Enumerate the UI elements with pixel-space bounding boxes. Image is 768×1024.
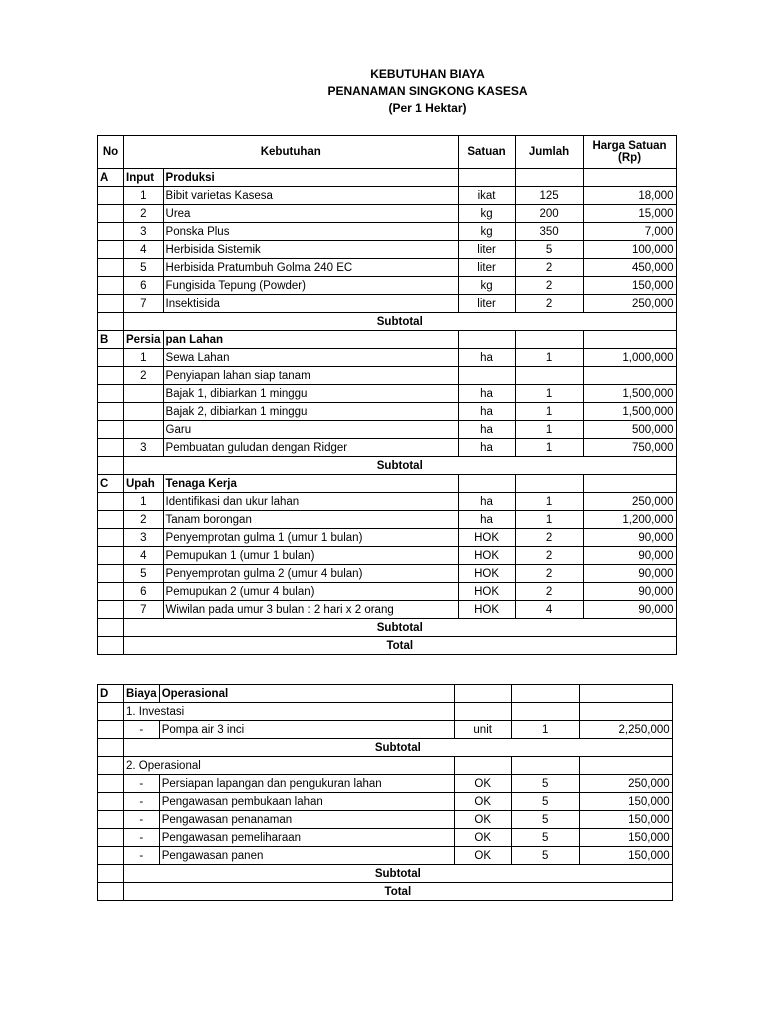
item-name: Penyiapan lahan siap tanam (163, 367, 458, 385)
item-no: 6 (124, 583, 164, 601)
subtotal-row (98, 739, 673, 757)
item-harga: 2,250,000 (579, 721, 672, 739)
item-harga: 1,200,000 (583, 511, 676, 529)
item-jumlah: 1 (515, 349, 583, 367)
item-no: - (124, 793, 160, 811)
item-satuan: unit (454, 721, 511, 739)
subsection-title: 2. Operasional (124, 757, 455, 775)
table-row (98, 565, 677, 583)
item-jumlah: 1 (515, 421, 583, 439)
section-title-part2: Produksi (163, 169, 458, 187)
item-name: Pemupukan 1 (umur 1 bulan) (163, 547, 458, 565)
item-satuan: kg (458, 205, 515, 223)
empty-cell (454, 703, 511, 721)
item-harga: 150,000 (579, 811, 672, 829)
table-row (98, 529, 677, 547)
item-satuan: OK (454, 793, 511, 811)
item-satuan: HOK (458, 583, 515, 601)
empty-cell (98, 739, 124, 757)
table-row (98, 205, 677, 223)
item-no: 5 (124, 259, 164, 277)
item-name: Pompa air 3 inci (159, 721, 454, 739)
item-harga: 150,000 (583, 277, 676, 295)
section-title-part1: Persia (124, 331, 164, 349)
item-jumlah: 1 (515, 493, 583, 511)
item-harga: 150,000 (579, 847, 672, 865)
empty-cell (98, 757, 124, 775)
empty-cell (579, 757, 672, 775)
table-header-row (98, 136, 677, 169)
item-name: Bajak 2, dibiarkan 1 minggu (163, 403, 458, 421)
item-no: 6 (124, 277, 164, 295)
table-row (98, 583, 677, 601)
table-row (98, 775, 673, 793)
item-harga: 7,000 (583, 223, 676, 241)
item-harga: 150,000 (579, 829, 672, 847)
item-jumlah: 1 (515, 385, 583, 403)
empty-cell (511, 757, 579, 775)
item-no (124, 421, 164, 439)
item-jumlah: 2 (515, 583, 583, 601)
table-row (98, 277, 677, 295)
item-name: Herbisida Sistemik (163, 241, 458, 259)
empty-cell (98, 367, 124, 385)
section-title-part2: pan Lahan (163, 331, 458, 349)
empty-cell (98, 637, 124, 655)
table-row (98, 811, 673, 829)
empty-cell (458, 169, 515, 187)
empty-cell (98, 295, 124, 313)
section-title-part2: Operasional (159, 685, 454, 703)
empty-cell (579, 685, 672, 703)
item-satuan: liter (458, 295, 515, 313)
empty-cell (98, 457, 124, 475)
empty-cell (98, 775, 124, 793)
empty-cell (98, 241, 124, 259)
total-row (98, 883, 673, 901)
item-satuan: ha (458, 493, 515, 511)
table-row (98, 223, 677, 241)
item-jumlah: 5 (515, 241, 583, 259)
item-satuan: ha (458, 439, 515, 457)
item-no: 2 (124, 205, 164, 223)
table-row (98, 187, 677, 205)
item-no: 3 (124, 439, 164, 457)
empty-cell (98, 313, 124, 331)
header-harga (583, 136, 676, 169)
item-jumlah: 2 (515, 277, 583, 295)
item-harga: 90,000 (583, 601, 676, 619)
item-harga: 90,000 (583, 529, 676, 547)
item-no (124, 403, 164, 421)
subsection-title-row (98, 757, 673, 775)
item-harga: 250,000 (583, 493, 676, 511)
item-harga: 1,000,000 (583, 349, 676, 367)
item-name: Penyemprotan gulma 1 (umur 1 bulan) (163, 529, 458, 547)
header-kebutuhan: Kebutuhan (124, 136, 459, 169)
section-header-row (98, 475, 677, 493)
empty-cell (98, 793, 124, 811)
item-jumlah: 1 (515, 511, 583, 529)
item-satuan: liter (458, 241, 515, 259)
table-row (98, 349, 677, 367)
table-row (98, 829, 673, 847)
item-jumlah: 2 (515, 295, 583, 313)
empty-cell (511, 685, 579, 703)
item-satuan: HOK (458, 601, 515, 619)
section-letter: B (98, 331, 124, 349)
table-row (98, 439, 677, 457)
empty-cell (98, 529, 124, 547)
header-harga-line2: (Rp) (618, 152, 642, 164)
item-no: 2 (124, 367, 164, 385)
empty-cell (98, 547, 124, 565)
empty-cell (458, 331, 515, 349)
item-name: Persiapan lapangan dan pengukuran lahan (159, 775, 454, 793)
table-row (98, 847, 673, 865)
subtotal-row (98, 865, 673, 883)
item-harga: 18,000 (583, 187, 676, 205)
subtotal-row (98, 457, 677, 475)
item-no: 7 (124, 601, 164, 619)
total-label: Total (124, 883, 673, 901)
item-no: - (124, 775, 160, 793)
table-row (98, 793, 673, 811)
subsection-title-row (98, 703, 673, 721)
item-jumlah: 5 (511, 793, 579, 811)
item-jumlah (515, 367, 583, 385)
subsection-title: 1. Investasi (124, 703, 455, 721)
item-jumlah: 5 (511, 811, 579, 829)
empty-cell (98, 187, 124, 205)
item-harga: 90,000 (583, 547, 676, 565)
item-no: 2 (124, 511, 164, 529)
item-name: Bibit varietas Kasesa (163, 187, 458, 205)
section-letter: C (98, 475, 124, 493)
table-row (98, 721, 673, 739)
item-satuan: ha (458, 403, 515, 421)
section-letter: A (98, 169, 124, 187)
empty-cell (515, 475, 583, 493)
item-no: 5 (124, 565, 164, 583)
cost-table-operational (97, 684, 673, 901)
empty-cell (98, 619, 124, 637)
item-name: Identifikasi dan ukur lahan (163, 493, 458, 511)
table-row (98, 601, 677, 619)
item-harga: 250,000 (583, 295, 676, 313)
item-satuan: ha (458, 421, 515, 439)
empty-cell (98, 721, 124, 739)
subtotal-label: Subtotal (124, 865, 673, 883)
item-harga: 450,000 (583, 259, 676, 277)
item-jumlah: 125 (515, 187, 583, 205)
empty-cell (583, 475, 676, 493)
subtotal-row (98, 313, 677, 331)
empty-cell (98, 259, 124, 277)
item-harga: 1,500,000 (583, 385, 676, 403)
item-harga: 150,000 (579, 793, 672, 811)
item-satuan: ikat (458, 187, 515, 205)
table-row (98, 493, 677, 511)
item-jumlah: 5 (511, 847, 579, 865)
empty-cell (98, 349, 124, 367)
empty-cell (98, 583, 124, 601)
empty-cell (98, 865, 124, 883)
cost-table-main (97, 135, 677, 655)
doc-title-line-2: PENANAMAN SINGKONG KASESA (327, 84, 528, 98)
item-no: 1 (124, 187, 164, 205)
item-satuan: OK (454, 775, 511, 793)
item-satuan: ha (458, 385, 515, 403)
empty-cell (98, 439, 124, 457)
subtotal-label: Subtotal (124, 313, 677, 331)
subtotal-label: Subtotal (124, 457, 677, 475)
table-row (98, 547, 677, 565)
item-name: Fungisida Tepung (Powder) (163, 277, 458, 295)
section-title-part1: Biaya (124, 685, 160, 703)
item-satuan: ha (458, 511, 515, 529)
empty-cell (583, 169, 676, 187)
item-jumlah: 200 (515, 205, 583, 223)
item-name: Ponska Plus (163, 223, 458, 241)
subtotal-label: Subtotal (124, 619, 677, 637)
item-satuan: OK (454, 847, 511, 865)
table-row (98, 295, 677, 313)
empty-cell (98, 403, 124, 421)
item-name: Insektisida (163, 295, 458, 313)
item-name: Tanam borongan (163, 511, 458, 529)
header-satuan: Satuan (458, 136, 515, 169)
item-jumlah: 2 (515, 529, 583, 547)
item-satuan: ha (458, 349, 515, 367)
item-no: 3 (124, 529, 164, 547)
table-row (98, 511, 677, 529)
item-jumlah: 2 (515, 547, 583, 565)
item-jumlah: 1 (515, 403, 583, 421)
item-harga: 90,000 (583, 583, 676, 601)
item-no: - (124, 811, 160, 829)
empty-cell (583, 331, 676, 349)
item-satuan: HOK (458, 547, 515, 565)
table-row (98, 403, 677, 421)
item-name: Pengawasan pembukaan lahan (159, 793, 454, 811)
empty-cell (98, 811, 124, 829)
item-satuan: HOK (458, 565, 515, 583)
item-no: - (124, 829, 160, 847)
item-jumlah: 2 (515, 565, 583, 583)
empty-cell (98, 703, 124, 721)
empty-cell (454, 685, 511, 703)
item-satuan: HOK (458, 529, 515, 547)
item-no: 1 (124, 493, 164, 511)
item-satuan: kg (458, 277, 515, 295)
item-name: Urea (163, 205, 458, 223)
section-header-row (98, 331, 677, 349)
item-no: 7 (124, 295, 164, 313)
item-satuan: kg (458, 223, 515, 241)
empty-cell (98, 277, 124, 295)
item-name: Pembuatan guludan dengan Ridger (163, 439, 458, 457)
empty-cell (98, 493, 124, 511)
item-name: Sewa Lahan (163, 349, 458, 367)
item-jumlah: 2 (515, 259, 583, 277)
subtotal-label: Subtotal (124, 739, 673, 757)
doc-title-line-3: (Per 1 Hektar) (388, 101, 467, 115)
item-harga: 250,000 (579, 775, 672, 793)
subtotal-row (98, 619, 677, 637)
empty-cell (515, 169, 583, 187)
item-harga (583, 367, 676, 385)
item-name: Herbisida Pratumbuh Golma 240 EC (163, 259, 458, 277)
item-harga: 1,500,000 (583, 403, 676, 421)
item-satuan: liter (458, 259, 515, 277)
item-name: Pengawasan pemeliharaan (159, 829, 454, 847)
item-harga: 750,000 (583, 439, 676, 457)
empty-cell (98, 829, 124, 847)
total-label: Total (124, 637, 677, 655)
item-name: Bajak 1, dibiarkan 1 minggu (163, 385, 458, 403)
item-no (124, 385, 164, 403)
section-title-part1: Upah (124, 475, 164, 493)
item-jumlah: 1 (515, 439, 583, 457)
empty-cell (98, 601, 124, 619)
table-row (98, 385, 677, 403)
item-jumlah: 5 (511, 775, 579, 793)
item-jumlah: 5 (511, 829, 579, 847)
empty-cell (454, 757, 511, 775)
empty-cell (98, 565, 124, 583)
table-row (98, 421, 677, 439)
item-name: Penyemprotan gulma 2 (umur 4 bulan) (163, 565, 458, 583)
section-header-row (98, 685, 673, 703)
empty-cell (98, 385, 124, 403)
table-row (98, 367, 677, 385)
item-name: Pengawasan panen (159, 847, 454, 865)
item-no: - (124, 721, 160, 739)
item-satuan (458, 367, 515, 385)
item-name: Pemupukan 2 (umur 4 bulan) (163, 583, 458, 601)
doc-title-line-1: KEBUTUHAN BIAYA (370, 67, 485, 81)
empty-cell (458, 475, 515, 493)
empty-cell (98, 511, 124, 529)
item-satuan: OK (454, 811, 511, 829)
item-jumlah: 350 (515, 223, 583, 241)
empty-cell (98, 421, 124, 439)
empty-cell (579, 703, 672, 721)
header-jumlah: Jumlah (515, 136, 583, 169)
item-harga: 90,000 (583, 565, 676, 583)
empty-cell (98, 883, 124, 901)
empty-cell (511, 703, 579, 721)
total-row (98, 637, 677, 655)
section-header-row (98, 169, 677, 187)
item-harga: 15,000 (583, 205, 676, 223)
section-title-part2: Tenaga Kerja (163, 475, 458, 493)
table-row (98, 241, 677, 259)
item-jumlah: 4 (515, 601, 583, 619)
item-name: Pengawasan penanaman (159, 811, 454, 829)
item-no: 4 (124, 241, 164, 259)
item-name: Garu (163, 421, 458, 439)
header-harga-line1: Harga Satuan (592, 140, 667, 152)
section-letter: D (98, 685, 124, 703)
empty-cell (98, 847, 124, 865)
empty-cell (98, 223, 124, 241)
empty-cell (98, 205, 124, 223)
item-satuan: OK (454, 829, 511, 847)
section-title-part1: Input (124, 169, 164, 187)
item-no: 4 (124, 547, 164, 565)
table-row (98, 259, 677, 277)
item-harga: 100,000 (583, 241, 676, 259)
item-harga: 500,000 (583, 421, 676, 439)
item-no: - (124, 847, 160, 865)
item-jumlah: 1 (511, 721, 579, 739)
item-name: Wiwilan pada umur 3 bulan : 2 hari x 2 orang (163, 601, 458, 619)
item-no: 1 (124, 349, 164, 367)
empty-cell (515, 331, 583, 349)
header-no: No (98, 136, 124, 169)
item-no: 3 (124, 223, 164, 241)
